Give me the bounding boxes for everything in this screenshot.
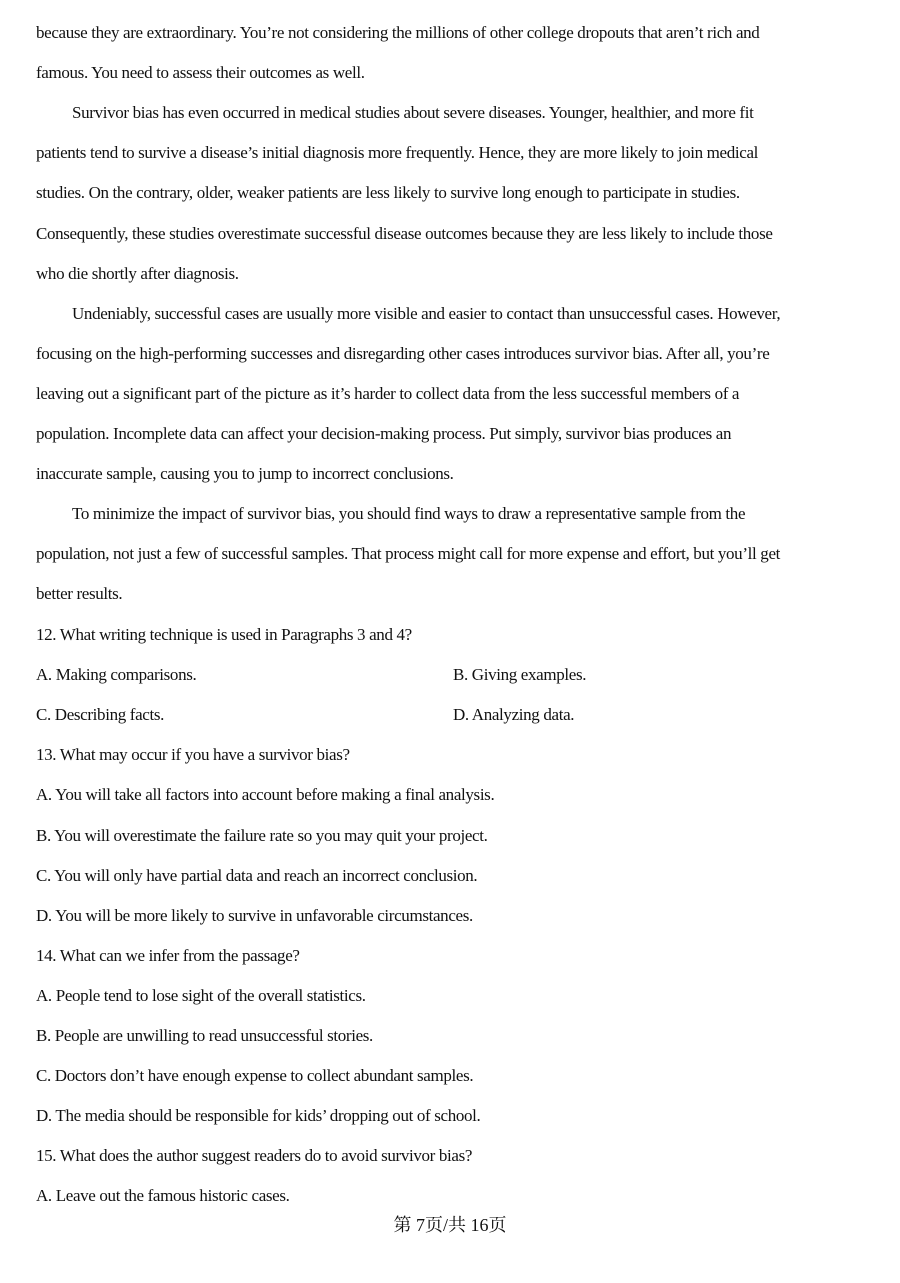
question-13-option-a: A. You will take all factors into account before making a final analysis. [36,785,495,804]
question-12-stem: 12. What writing technique is used in Paragraphs 3 and 4? [36,625,412,644]
passage-line: studies. On the contrary, older, weaker patients are less likely to survive long enough to participate in studies. [36,183,740,202]
passage-line: Survivor bias has even occurred in medical studies about severe diseases. Younger, healthier, and more fit [72,103,754,122]
question-14-option-b: B. People are unwilling to read unsuccessful stories. [36,1026,373,1045]
question-14-option-a: A. People tend to lose sight of the overall statistics. [36,986,366,1005]
passage-line: who die shortly after diagnosis. [36,264,239,283]
passage-line: population, not just a few of successful samples. That process might call for more expense and effort, but you’ll get [36,544,781,563]
page-number-footer: 第 7页/共 16页 [393,1215,507,1235]
passage-line: leaving out a significant part of the picture as it’s harder to collect data from the less successful members of a [36,384,740,403]
passage-line: famous. You need to assess their outcomes as well. [36,63,365,82]
question-14-option-d: D. The media should be responsible for kids’ dropping out of school. [36,1106,481,1125]
passage-line: Consequently, these studies overestimate successful disease outcomes because they are less likely to include those [36,224,773,243]
question-13-option-c: C. You will only have partial data and reach an incorrect conclusion. [36,866,478,885]
passage-line: Undeniably, successful cases are usually more visible and easier to contact than unsuccessful cases. However, [72,304,781,323]
passage-line: focusing on the high-performing successes and disregarding other cases introduces survivor bias. After all, you’re [36,344,770,363]
passage-line: better results. [36,584,123,603]
passage-line: because they are extraordinary. You’re not considering the millions of other college dropouts that aren’t rich and [36,23,760,42]
question-14-option-c: C. Doctors don’t have enough expense to collect abundant samples. [36,1066,474,1085]
question-12-option-d: D. Analyzing data. [453,705,575,724]
question-14-stem: 14. What can we infer from the passage? [36,946,300,965]
question-12-option-c: C. Describing facts. [36,705,165,724]
question-13-stem: 13. What may occur if you have a survivor bias? [36,745,350,764]
question-13-option-d: D. You will be more likely to survive in unfavorable circumstances. [36,906,473,925]
passage-line: To minimize the impact of survivor bias, you should find ways to draw a representative sample from the [72,504,746,523]
question-13-option-b: B. You will overestimate the failure rate so you may quit your project. [36,826,488,845]
passage-line: inaccurate sample, causing you to jump to incorrect conclusions. [36,464,454,483]
question-12-option-a: A. Making comparisons. [36,665,197,684]
question-15-stem: 15. What does the author suggest readers do to avoid survivor bias? [36,1146,473,1165]
passage-line: population. Incomplete data can affect your decision-making process. Put simply, survivor bias produces an [36,424,732,443]
question-12-option-b: B. Giving examples. [453,665,587,684]
passage-line: patients tend to survive a disease’s initial diagnosis more frequently. Hence, they are more likely to join medical [36,143,759,162]
question-15-option-a: A. Leave out the famous historic cases. [36,1186,290,1205]
